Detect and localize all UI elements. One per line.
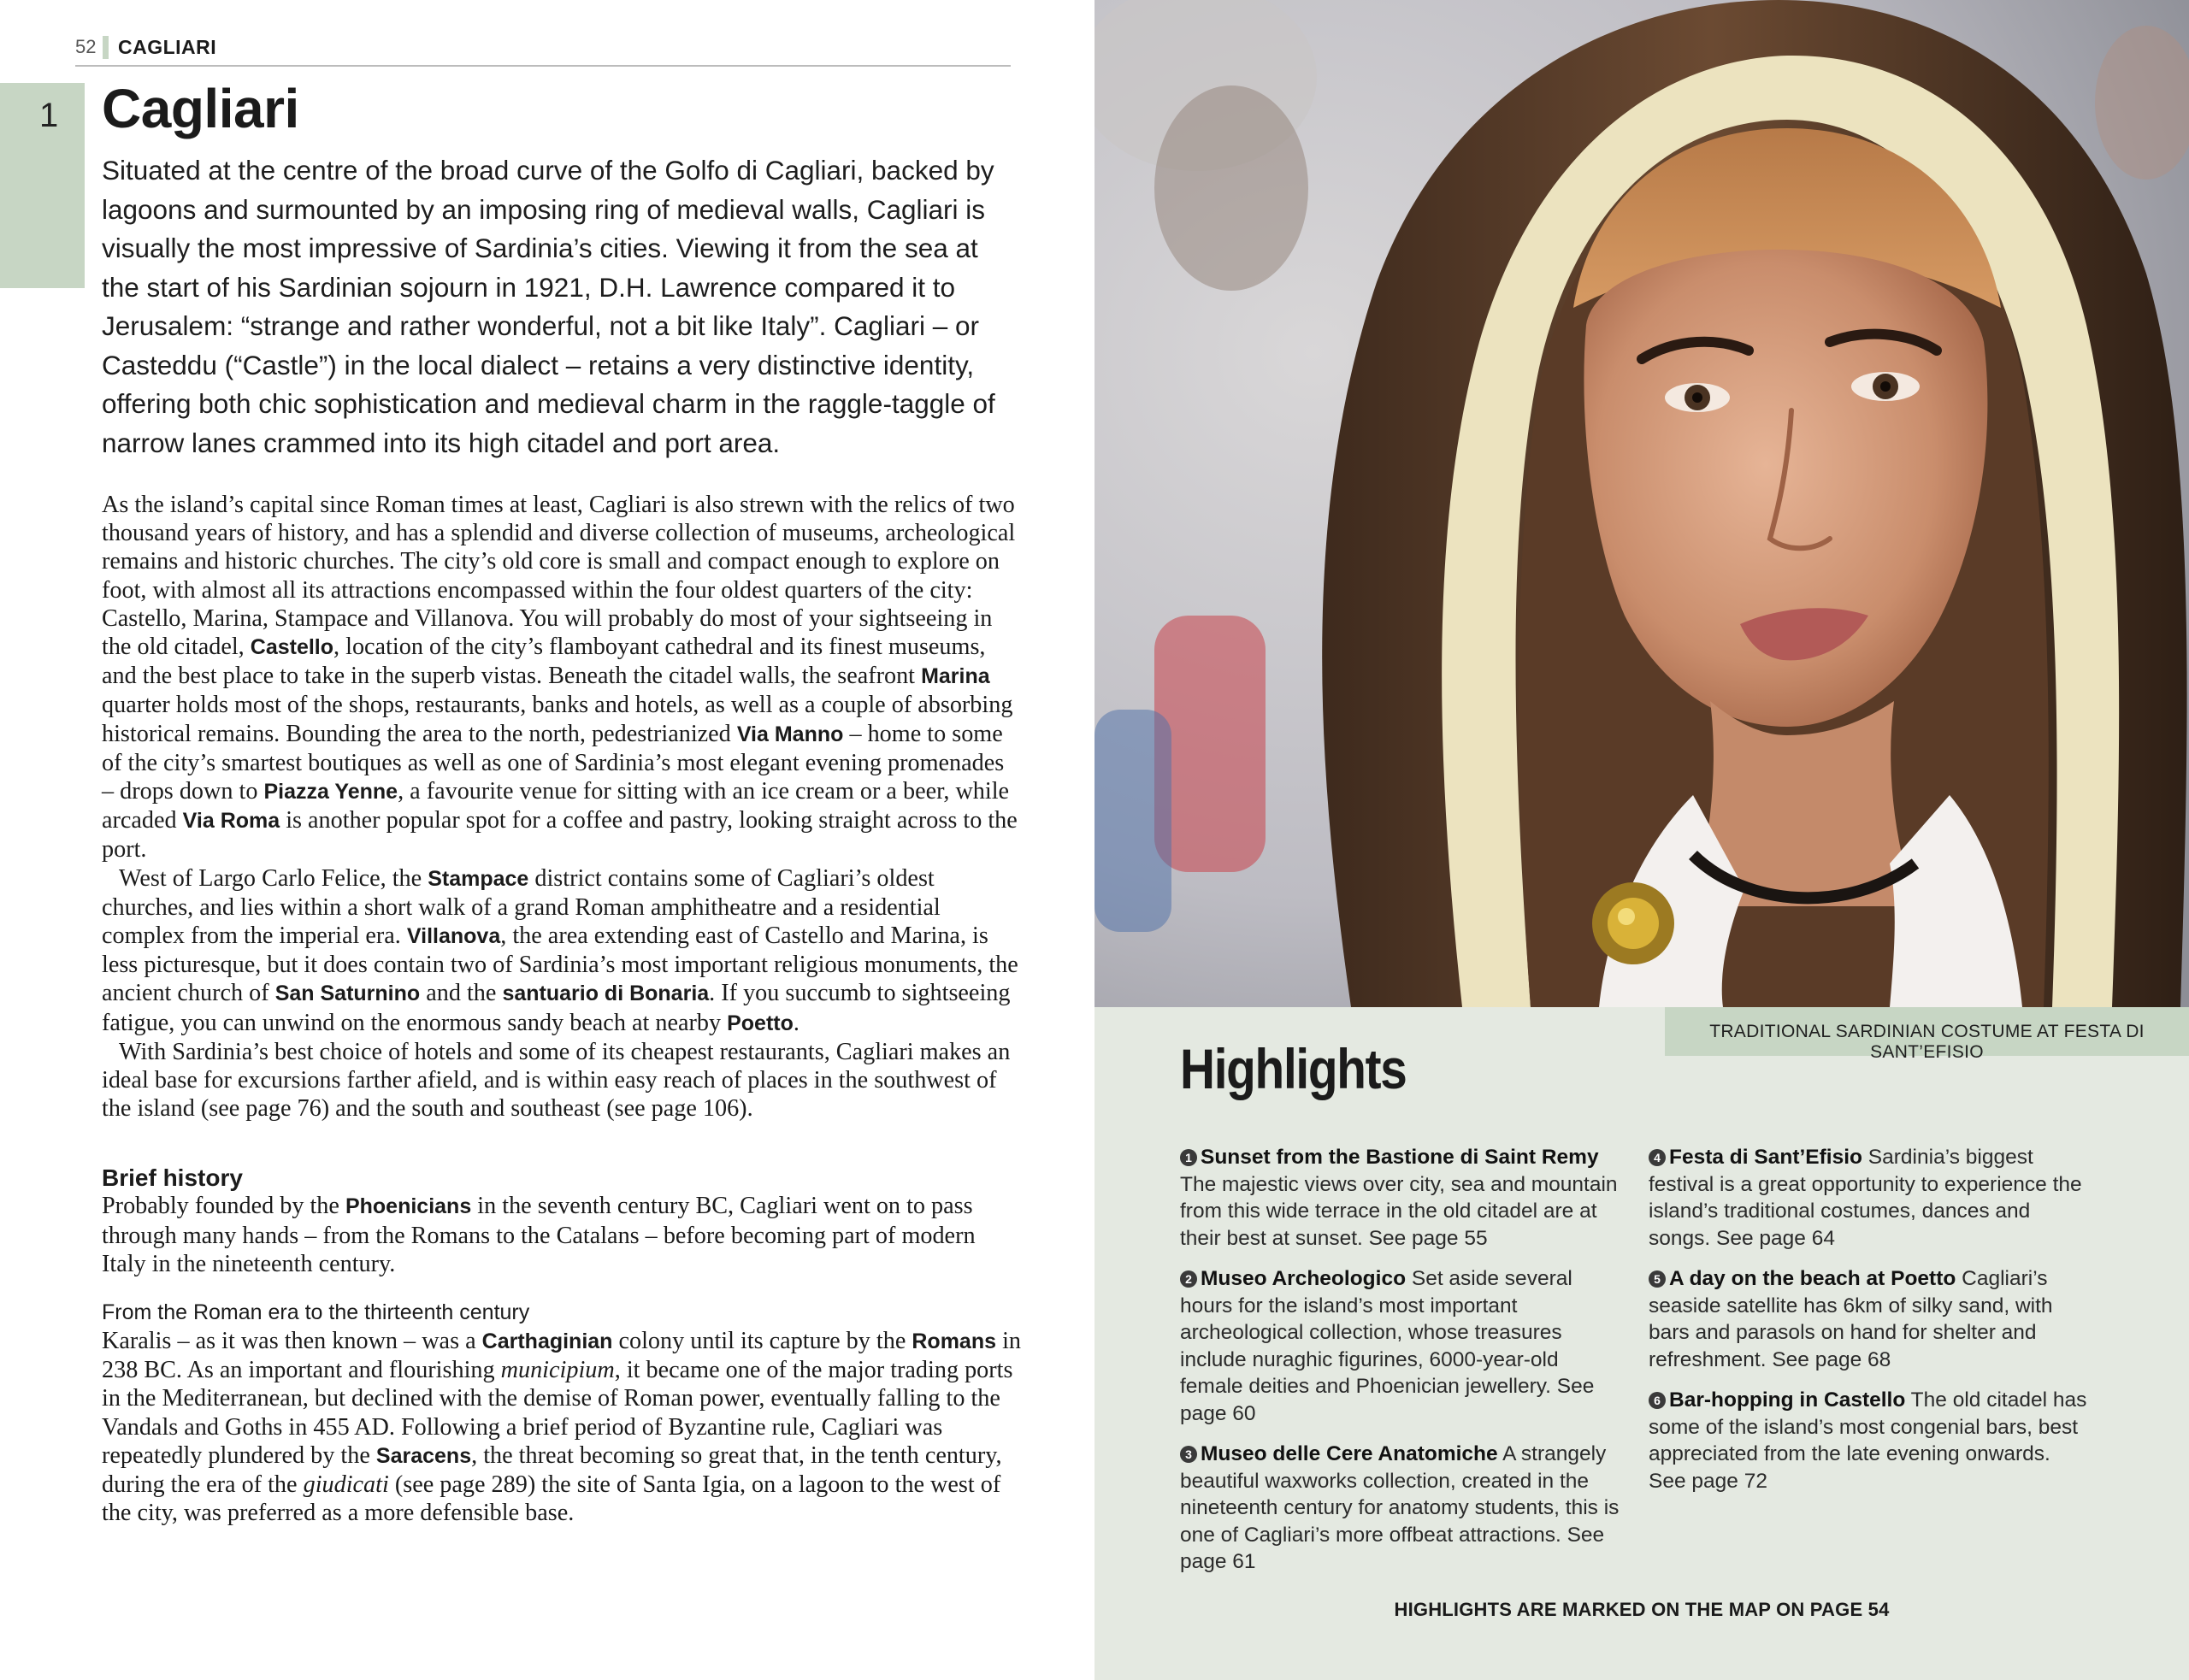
highlight-item [1180,1441,1625,1576]
highlights-map-note: HIGHLIGHTS ARE MARKED ON THE MAP ON PAGE 54 [1394,1599,1890,1620]
body-paragraph-3: With Sardinia’s best choice of hotels and some of its cheapest restaurants, Cagliari makes an ideal base for excursions farther afield, and is within easy reach of places in the southwest of the island (see page 76) and the south and southeast (see page 106). [102,1038,1011,1123]
keyword-santuario-di-bonaria: santuario di Bonaria [502,981,710,1006]
highlight-title: Bar-hopping in Castello [1669,1388,1906,1412]
left-page [0,0,1094,1680]
chapter-tab [0,83,85,288]
keyword-saracens: Saracens [375,1443,472,1468]
chapter-number: 1 [39,97,59,134]
highlight-number-badge: 1 [1180,1149,1197,1166]
highlight-item [1180,1265,1625,1427]
keyword-san-saturnino: San Saturnino [274,981,421,1006]
highlight-text: Cagliari’s seaside satellite has 6km of silky sand, with bars and parasols on hand for shelter and refreshment. See page 68 [1649,1267,2053,1371]
page-title: Cagliari [102,78,299,139]
highlight-title: Festa di Sant’Efisio [1669,1146,1862,1169]
right-page [1094,0,2189,1680]
highlight-text: The old citadel has some of the island’s most congenial bars, best appreciated from the late evening onwards. See page 72 [1649,1388,2087,1493]
highlights-column-left [1180,1144,1625,1589]
keyword-villanova: Villanova [406,924,501,949]
highlight-title: Museo Archeologico [1201,1267,1407,1290]
keyword-castello: Castello [250,635,334,660]
highlight-number-badge: 3 [1180,1446,1197,1463]
highlight-number-badge: 5 [1649,1270,1666,1288]
highlights-title: Highlights [1180,1037,1407,1100]
highlight-item [1180,1144,1625,1252]
highlight-text: A strangely beautiful waxworks collection, created in the nineteenth century for anatomy students, this is one of Cagliari’s more offbeat attractions. See page 61 [1180,1442,1620,1573]
keyword-piazza-yenne: Piazza Yenne [263,780,398,805]
highlight-title: Sunset from the Bastione di Saint Remy [1201,1146,1599,1169]
body-paragraph-5: Karalis – as it was then known – was a Carthaginian colony until its capture by the Romans in 238 BC. As an important and flourishing municipium, it became one of the major trading ports in the Mediterranean, but declined with the demise of Roman power, eventually falling to the Vandals and Goths in 455 AD. Following a brief period of Byzantine rule, Cagliari was repeatedly plundered by the Saracens, the threat becoming so great that, in the tenth century, during the era of the giudicati (see page 289) the site of Santa Igia, on a lagoon to the west of the city, was preferred as a more defensible base. [102,1328,1021,1527]
keyword-phoenicians: Phoenicians [345,1194,472,1219]
highlight-text: Sardinia’s biggest festival is a great opportunity to experience the island’s traditional costumes, dances and songs. See page 64 [1649,1146,2082,1250]
photo-caption: TRADITIONAL SARDINIAN COSTUME AT FESTA DI SANT’EFISIO [1709,1022,2145,1062]
keyword-via-manno: Via Manno [736,722,844,746]
keyword-stampace: Stampace [428,866,529,891]
woman-in-traditional-costume-illustration [1094,0,2189,1007]
keyword-poetto: Poetto [727,1011,794,1035]
highlight-number-badge: 6 [1649,1392,1666,1409]
highlight-title: Museo delle Cere Anatomiche [1201,1442,1498,1465]
body-paragraph-2: West of Largo Carlo Felice, the Stampace district contains some of Cagliari’s oldest churches, and lies within a short walk of a grand Roman amphitheatre and a residential complex from the imperial era. Villanova, the area extending east of Castello and Marina, is less picturesque, but it does contain two of Sardinia’s most important religious monuments, the ancient church of San Saturnino and the santuario di Bonaria. If you succumb to sightseeing fatigue, you can unwind on the enormous sandy beach at nearby Poetto. [102,864,1018,1036]
highlight-text: Set aside several hours for the island’s most important archeological collection, whose treasures include nuraghic figurines, 6000-year-old female deities and Phoenician jewellery. See page 60 [1180,1267,1595,1425]
keyword-romans: Romans [912,1329,997,1354]
keyword-via-roma: Via Roma [182,809,280,834]
intro-paragraph: Situated at the centre of the broad curve of the Golfo di Cagliari, backed by lagoons and surmounted by an imposing ring of medieval walls, Cagliari is visually the most impressive of Sardinia’s cities. Viewing it from the sea at the start of his Sardinian sojourn in 1921, D.H. Lawrence compared it to Jerusalem: “strange and rather wonderful, not a bit like Italy”. Cagliari – or Casteddu (“Castle”) in the local dialect – retains a very distinctive identity, offering both chic sophistication and medieval charm in the raggle-taggle of narrow lanes crammed into its high citadel and port area. [102,155,995,458]
body-text [102,491,1021,1528]
running-head [75,32,1011,67]
highlight-item [1649,1265,2093,1373]
page-number: 52 [75,36,97,57]
highlights-column-right [1649,1144,2093,1508]
body-paragraph-4: Probably founded by the Phoenicians in the seventh century BC, Cagliari went on to pass through many hands – from the Romans to the Catalans – before becoming part of modern Italy in the nineteenth century. [102,1193,976,1277]
highlight-item [1649,1144,2093,1252]
highlight-text: The majestic views over city, sea and mountain from this wide terrace in the old citadel are at their best at sunset. See page 55 [1180,1172,1618,1250]
keyword-marina: Marina [921,664,990,689]
highlight-number-badge: 4 [1649,1149,1666,1166]
section-heading-brief-history: Brief history [102,1164,243,1192]
portrait-photo [1094,0,2189,1007]
body-paragraph-1: As the island’s capital since Roman times at least, Cagliari is also strewn with the relics of two thousand years of history, and has a splendid and diverse collection of museums, archeological remains and historic churches. The city’s old core is small and compact enough to explore on foot, with almost all its attractions encompassed within the four oldest quarters of the city: Castello, Marina, Stampace and Villanova. You will probably do most of your sightseeing in the old citadel, Castello, location of the city’s flamboyant cathedral and its finest museums, and the best place to take in the superb vistas. Beneath the citadel walls, the seafront Marina quarter holds most of the shops, restaurants, banks and hotels, as well as a couple of absorbing historical remains. Bounding the area to the north, pedestrianized Via Manno – home to some of the city’s smartest boutiques as well as one of Sardinia’s most elegant evening promenades – drops down to Piazza Yenne, a favourite venue for sitting with an ice cream or a beer, while arcaded Via Roma is another popular spot for a coffee and pastry, looking straight across to the port. [102,492,1018,864]
photo-caption-bar [1665,1007,2189,1062]
highlight-item [1649,1387,2093,1494]
highlight-title: A day on the beach at Poetto [1669,1267,1956,1290]
running-head-title: CAGLIARI [118,36,217,58]
subsection-heading-roman-era: From the Roman era to the thirteenth century [102,1300,530,1325]
highlight-number-badge: 2 [1180,1270,1197,1288]
keyword-carthaginian: Carthaginian [481,1329,613,1354]
running-head-marker [103,36,109,59]
